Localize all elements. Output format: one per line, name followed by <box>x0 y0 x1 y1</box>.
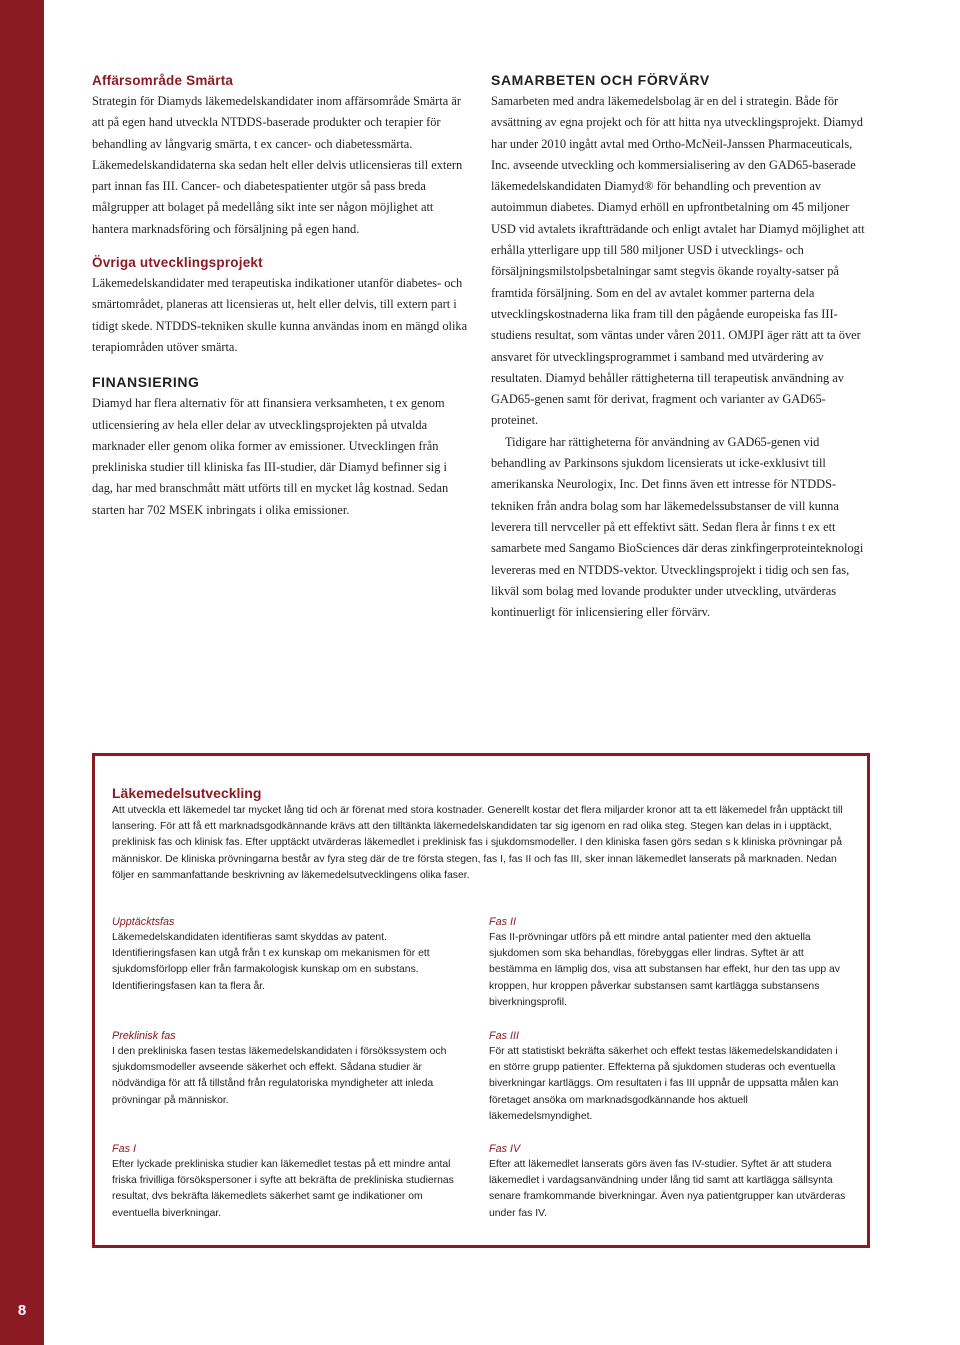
phase-title: Upptäcktsfas <box>112 916 175 928</box>
box-intro: Att utveckla ett läkemedel tar mycket lång tid och är förenat med stora kostnader. Generellt kostar det flera miljarder kronor att ta ett läkemedel från upptäckt till lansering. För att få ett marknadsgodkännande krävs att den tilltänkta läkemedelskandidaten tar sig igenom en rad olika steg. Stegen kan delas in i upptäckt, preklinisk fas och klinisk fas. Efter upptäckt utvärderas läkemedlet i preklinisk fas i sjukdomsmodeller. I den kliniska fasen görs sedan s k kliniska prövningar på människor. De kliniska prövningarna består av fyra steg där de tre första stegen, fas I, fas II och fas III, sker innan läkemedlet lanserats på marknaden. Nedan följer en sammanfattande beskrivning av läkemedelsutvecklingens olika faser. <box>112 805 843 881</box>
page-number: 8 <box>17 1302 27 1319</box>
right-column <box>491 70 869 623</box>
section-text-affarsomrade: Strategin för Diamyds läkemedelskandidater inom affärsområde Smärta är att på egen hand utveckla NTDDS-baserade produkter och terapier för behandling av långvarig smärta, t ex cancer- och diabetessmärta. Läkemedelskandidaterna ska sedan helt eller delvis utlicensieras till extern part innan fas III. Cancer- och diabetespatienter utgör så pass breda målgrupper att bolaget på medellång sikt inte ser någon möjlighet att hantera marknadsföring och försäljning på egen hand. <box>92 94 463 236</box>
section-text-ovriga: Läkemedelskandidater med terapeutiska indikationer utanför diabetes- och smärtområdet, planeras att licensieras ut, helt eller delvis, till extern part i tidigt skede. NTDDS-tekniken skulle kunna användas inom en mängd olika terapiområden utöver smärta. <box>92 276 468 354</box>
section-title-ovriga: Övriga utvecklingsprojekt <box>92 255 263 271</box>
phase-fas-1 <box>112 1141 470 1222</box>
phase-text: Läkemedelskandidaten identifieras samt skyddas av patent. Identifieringsfasen kan utgå från t ex kunskap om mekanismen för ett sjukdomsförlopp eller från farmakologisk kunskap om en substans. Identifieringsfasen kan ta flera år. <box>112 932 430 992</box>
section-title-samarbeten: SAMARBETEN OCH FÖRVÄRV <box>491 72 710 88</box>
phase-text: Fas II-prövningar utförs på ett mindre antal patienter med den aktuella sjukdomen som ska behandlas, förebyggas eller lindras. Syftet är att bestämma en lämplig dos, visa att substansen har effekt, hur den tas upp av kroppen, hur kroppen påverkar substansen samt kartlägga substansens biverkningsprofil. <box>489 932 840 1008</box>
phase-title: Fas III <box>489 1030 519 1042</box>
phase-title: Preklinisk fas <box>112 1030 176 1042</box>
phase-upptacktsfas <box>112 914 470 995</box>
samarbeten-paragraph-2: Tidigare har rättigheterna för användning av GAD65-genen vid behandling av Parkinsons sjukdom licensierats ut icke-exklusivt till amerikanska Neurologix, Inc. Det finns även ett intresse för NTDDS-tekniken från andra bolag som har läkemedelssubstanser de vill kunna leverera till nervceller på ett effektivt sätt. Sedan flera år finns t ex ett samarbete med Sangamo BioSciences där deras zinkfingerproteinteknologi levereras med en NTDDS-vektor. Utvecklingsprojekt i tidig och sen fas, likväl som bolag med lovande produkter under utveckling, utvärderas kontinuerligt för inlicensiering eller förvärv. <box>491 434 864 620</box>
box-title: Läkemedelsutveckling <box>112 785 262 801</box>
phase-fas-4 <box>489 1141 847 1222</box>
section-title-finansiering: FINANSIERING <box>92 374 200 391</box>
info-box-lakemedelsutveckling <box>92 753 870 1248</box>
phase-fas-2 <box>489 914 847 1011</box>
phase-fas-3 <box>489 1028 847 1125</box>
section-text-finansiering: Diamyd har flera alternativ för att finansiera verksamheten, t ex genom utlicensiering av hela eller delar av utvecklingsprojekten på utvalda marknader eller genom olika former av emissioner. Utvecklingen från prekliniska studier till kliniska fas III-studier, där Diamyd befinner sig i dag, har med branschmått mätt utförts till en mycket låg kostnad. Sedan starten har 702 MSEK inbringats i olika emissioner. <box>92 396 449 517</box>
phase-title: Fas II <box>489 916 516 928</box>
phase-text: Efter lyckade prekliniska studier kan läkemedlet testas på ett mindre antal friska frivilliga försökspersoner i syfte att bekräfta de prekliniska studiernas resultat, dvs bekräfta läkemedlets säkerhet samt ge indikationer om eventuella biverkningar. <box>112 1159 454 1219</box>
section-title-affarsomrade: Affärsområde Smärta <box>92 73 234 88</box>
phase-text: För att statistiskt bekräfta säkerhet och effekt testas läkemedelskandidaten i en större grupp patienter. Effekterna på sjukdomen studeras och eventuella biverkningar kartläggs. Om resultaten i fas III uppnår de uppsatta målen kan företaget ansöka om marknadsgodkännande hos aktuell läkemedelsmyndighet. <box>489 1046 839 1122</box>
phase-text: I den prekliniska fasen testas läkemedelskandidaten i försökssystem och sjukdomsmodeller avseende säkerhet och effekt. Sådana studier är nödvändiga för att få tillstånd från regulatoriska myndigheter att inleda prövningar på människor. <box>112 1046 447 1106</box>
samarbeten-paragraph-1: Samarbeten med andra läkemedelsbolag är en del i strategin. Både för avsättning av egna projekt och för att hitta nya utvecklingsprojekt. Diamyd har under 2010 ingått avtal med Ortho-McNeil-Janssen Pharmaceuticals, Inc. avseende utveckling och kommersialisering av den GAD65-baserade läkemedelskandidaten Diamyd® för behandling och prevention av autoimmun diabetes. Diamyd erhöll en upfrontbetalning om 45 miljoner USD vid avtalets ikraftträdande och enligt avtalet har Diamyd möjlighet att erhålla ytterligare upp till 580 miljoner USD i utvecklings- och försäljningsmilstolpsbetalningar samt stegvis ökande royalty-satser på framtida försäljning. Som en del av avtalet kommer parterna dela utvecklingskostnaderna lika fram till den pågående europeiska fas III-studiens resultat, som väntas under våren 2011. OMJPI äger rätt att ta över ansvaret för utvecklingsprogrammet i samband med utvärdering av resultaten. Diamyd behåller rättigheterna till terapeutisk användning av GAD65-genen samt för derivat, fragment och varianter av GAD65-proteinet. <box>491 94 865 428</box>
sidebar-band <box>0 0 44 1345</box>
phase-title: Fas IV <box>489 1143 521 1155</box>
phase-text: Efter att läkemedlet lanserats görs även fas IV-studier. Syftet är att studera läkemedlet i vardagsanvändning under lång tid samt att kartlägga sällsynta senare framkommande biverkningar. Även nya patientgrupper kan utvärderas under fas IV. <box>489 1159 846 1219</box>
phase-preklinisk <box>112 1028 470 1109</box>
phase-title: Fas I <box>112 1143 136 1155</box>
left-column <box>92 70 470 521</box>
